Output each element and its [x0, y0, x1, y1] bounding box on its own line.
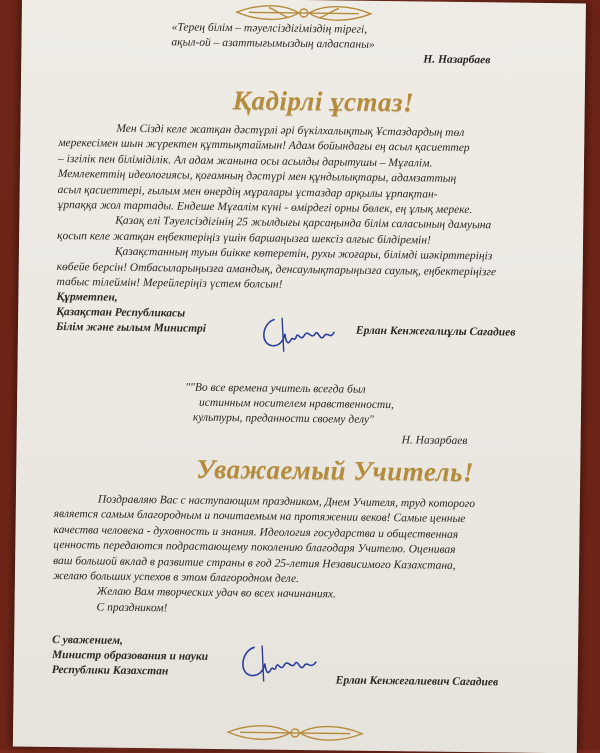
kazakh-line: Мемлекеттің идеологиясы, қоғамның дәстүрі мен құндылықтары, адамзаттың: [57, 168, 457, 186]
russian-line: С праздником!: [96, 601, 168, 615]
kazakh-line: ұрпаққа жол тартады. Ендеше Мұғалім күні - өмірдегі орны бөлек, ең ұлық мереке.: [57, 199, 473, 217]
kazakh-line: Қазақстанның туын биікке көтеретін, рухы жоғары, білімді шәкірттеріңіз: [114, 245, 493, 263]
kazakh-line: қосып келе жатқан еңбектеріңіз үшін баршаңызға шексіз алғыс білдіремін!: [57, 229, 431, 247]
russian-line: ценность передаются подрастающему поколению благодаря Учителю. Оценивая: [53, 539, 456, 557]
russian-line: Поздравляю Вас с наступающим праздником, Днем Учителя, труд которого: [97, 493, 476, 511]
bottom-ornament: [13, 719, 577, 750]
kazakh-line: – ізгілік пен біліміділік. Ал адам жанына осы асылды дарытушы – Мұғалім.: [57, 152, 433, 170]
minister-signature-russian: [236, 639, 327, 688]
kazakh-heading: Қадірлі ұстаз!: [232, 85, 415, 118]
russian-heading: Уважаемый Учитель!: [196, 453, 475, 488]
russian-line: является самым благородным и почитаемым на протяжении веков! Самые ценные: [53, 508, 466, 526]
kazakh-line: мерекесімен шын жүректен құттықтаймын! Адам бойындағы ең асыл қасиеттер: [58, 137, 470, 155]
kazakh-line: Мен Сізді келе жатқан дәстүрлі әрі бүкілхалықтық Ұстаздардың төл: [116, 122, 465, 139]
kazakh-line: асыл қасиеттері, ғылым мен өнердің мұралары ұстаздар арқылы ұрпақтан-: [57, 183, 438, 201]
kazakh-line: табыс тілеймін! Мерейлеріңіз үстем болсын!: [56, 276, 283, 291]
kazakh-body: [56, 121, 497, 296]
kazakh-closing: Құрметпен, Қазақстан Республикасы Білім және ғылым Министрі: [55, 290, 207, 335]
russian-line: Желаю Вам творческих удач во всех начинаниях.: [96, 585, 336, 601]
letter-sheet: [13, 0, 586, 753]
minister-signature-kazakh: [258, 311, 344, 357]
kazakh-signer: Ерлан Кенжегалиұлы Сағадиев: [355, 324, 516, 339]
kazakh-line: Қазақ елі Тәуелсіздігінің 25 жылдығы қарсаңында білім саласының дамуына: [115, 215, 492, 232]
kazakh-epigraph-author: Н. Назарбаев: [423, 53, 491, 67]
russian-line: ваш большой вклад в развитие страны в год 25-летия Независимого Казахстана,: [53, 554, 456, 572]
russian-body: [52, 492, 475, 620]
russian-line: желаю больших успехов в этом благородном деле.: [52, 570, 300, 586]
russian-epigraph: ""Во все времена учитель всегда был истинным носителем нравственности, культуры, преданности своему делу": [185, 381, 394, 426]
kazakh-line: көбейе берсін! Отбасыларыңызға амандық, денсаулықтарыңызға саулық, еңбектеріңізге: [56, 260, 497, 279]
russian-epigraph-author: Н. Назарбаев: [401, 434, 468, 448]
russian-line: качества человека - духовность и знания. Идеология государства и общественная: [53, 523, 459, 541]
russian-signer: Ерлан Кенжегалиевич Сагадиев: [335, 674, 499, 689]
kazakh-epigraph: «Терең білім – тәуелсіздігіміздің тірегі, ақыл-ой – азаттығымыздың алдаспаны»: [171, 21, 375, 51]
russian-closing: С уважением, Министр образования и науки Республики Казахстан: [51, 633, 209, 678]
